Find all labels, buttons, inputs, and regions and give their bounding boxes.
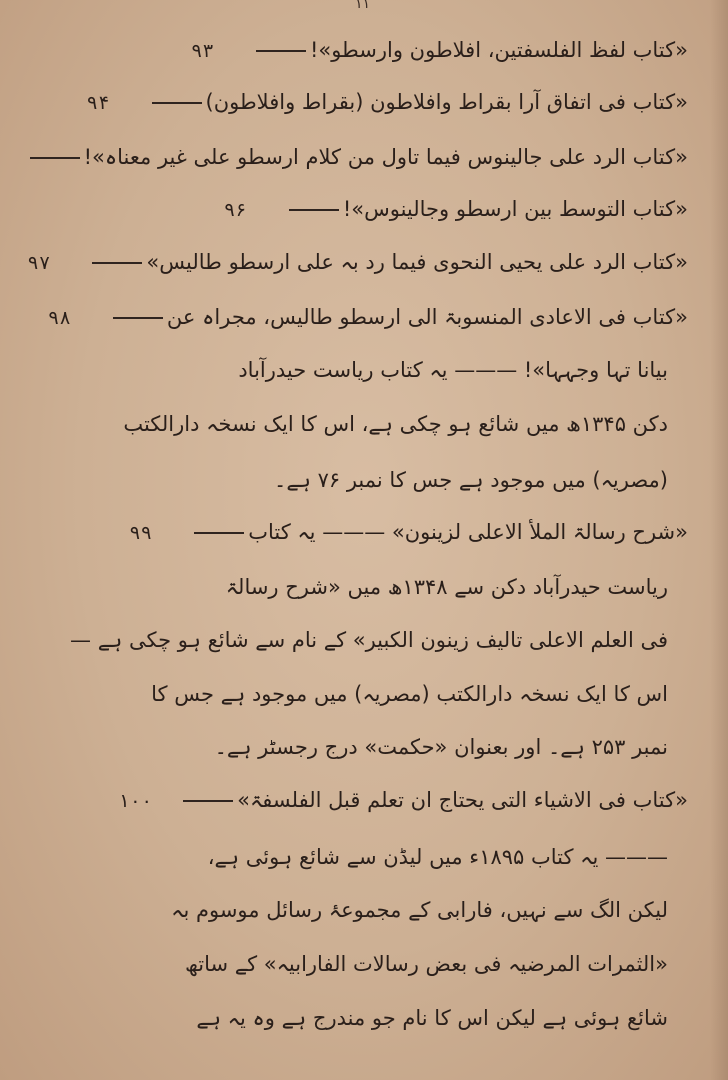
entry-99-line-3: اس کا ایک نسخہ دارالکتب (مصریہ) میں موجود ہے جس کا — [151, 682, 668, 706]
entry-title: «کتاب فی اتفاق آرا بقراط وافلاطون (بقراط وافلاطون) — [205, 90, 688, 114]
entry-number: ۱۰۰ — [118, 790, 153, 812]
entry-98 — [20, 295, 688, 339]
page-number-mark: ۱۱ — [355, 0, 371, 12]
entry-100-line-1: ——— یہ کتاب ۱۸۹۵ء میں لیڈن سے شائع ہوئی ہے، — [207, 845, 668, 869]
entry-title: «کتاب التوسط بین ارسطو وجالینوس»! — [342, 197, 688, 221]
entry-93 — [20, 28, 688, 72]
dash-rule — [30, 157, 80, 159]
entry-number: ۹۴ — [86, 92, 110, 114]
entry-100-line-4: شائع ہوئی ہے لیکن اس کا نام جو مندرج ہے وہ یہ ہے — [196, 1006, 668, 1030]
entry-99-line-1: ریاست حیدرآباد دکن سے ۱۳۴۸ھ میں «شرح رسالۃ — [225, 575, 668, 599]
entry-99-line-2: فی العلم الاعلی تالیف زینون الکبیر» کے نام سے شائع ہو چکی ہے — — [70, 628, 668, 652]
entry-99 — [20, 510, 688, 554]
dash-rule — [194, 532, 244, 534]
entry-98-line-1: بیانا تہا وجہہا»! ——— یہ کتاب ریاست حیدرآباد — [238, 358, 668, 382]
dash-rule — [92, 262, 142, 264]
entry-98-line-2: دکن ۱۳۴۵ھ میں شائع ہو چکی ہے، اس کا ایک نسخہ دارالکتب — [123, 412, 668, 436]
entry-title: «کتاب فی الاشیاء التی یحتاج ان تعلم قبل الفلسفۃ» — [237, 788, 688, 812]
entry-title: «کتاب الرد علی یحیی النحوی فیما رد بہ علی ارسطو طالیس» — [146, 250, 688, 274]
dash-rule — [183, 800, 233, 802]
dash-rule — [152, 102, 202, 104]
entry-number: ۹۸ — [47, 307, 71, 329]
entry-99-line-4: نمبر ۲۵۳ ہے۔ اور بعنوان «حکمت» درج رجسٹر ہے۔ — [214, 735, 668, 759]
entry-number: ۹۷ — [27, 252, 51, 274]
entry-number: ۹۶ — [223, 199, 247, 221]
entry-95 — [20, 135, 688, 179]
entry-title: «کتاب فی الاعادی المنسوبۃ الی ارسطو طالیس، مجراہ عن — [166, 305, 688, 329]
entry-98-line-3: (مصریہ) میں موجود ہے جس کا نمبر ۷۶ ہے۔ — [274, 468, 668, 492]
entry-title: «کتاب الرد علی جالینوس فیما تاول من کلام ارسطو علی غیر معناہ»! — [83, 145, 688, 169]
entry-97 — [20, 240, 688, 284]
entry-100 — [20, 778, 688, 822]
entry-100-line-3: «الثمرات المرضیہ فی بعض رسالات الفارابیہ» کے ساتھ — [184, 952, 668, 976]
page-edge-shadow — [710, 0, 728, 1080]
dash-rule — [256, 50, 306, 52]
entry-title: «کتاب لفظ الفلسفتین، افلاطون وارسطو»! — [309, 38, 688, 62]
entry-94 — [20, 80, 688, 124]
entry-96 — [20, 187, 688, 231]
entry-number: ۹۹ — [129, 522, 153, 544]
dash-rule — [113, 317, 163, 319]
entry-100-line-2: لیکن الگ سے نہیں، فارابی کے مجموعۂ رسائل موسوم بہ — [171, 898, 668, 922]
entry-title: «شرح رسالۃ الملأ الاعلی لزینون» ——— یہ کتاب — [248, 520, 688, 544]
entry-number: ۹۳ — [190, 40, 214, 62]
dash-rule — [289, 209, 339, 211]
